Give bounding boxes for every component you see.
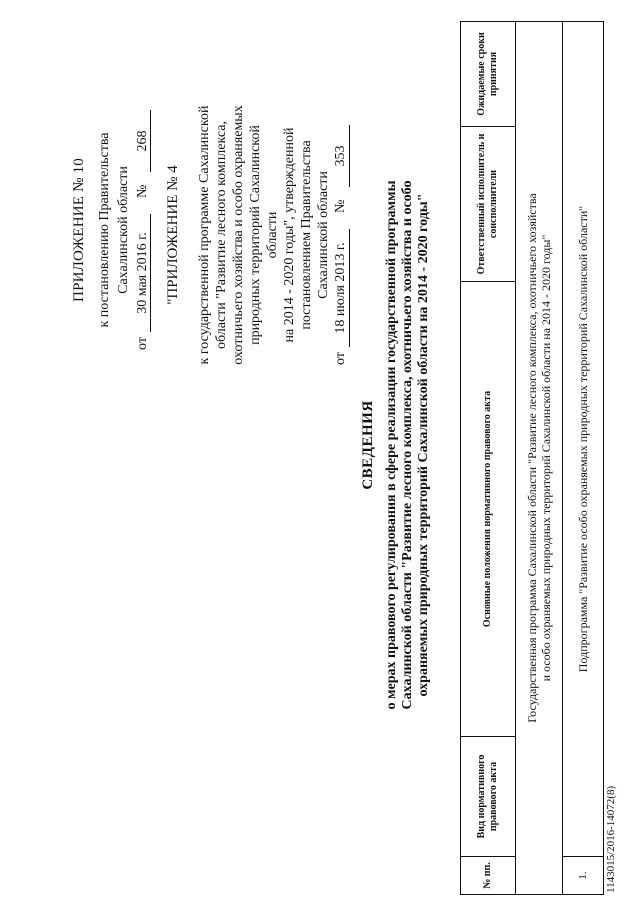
appendix-4-line: Сахалинской области xyxy=(316,171,331,299)
document-heading: СВЕДЕНИЯ xyxy=(360,400,376,490)
number-label: № xyxy=(135,184,150,198)
document-title-line: охраняемых природных территорий Сахалинской области на 2014 - 2020 годы" xyxy=(416,193,431,697)
document-title-line: о мерах правового регулирования в сфере реализации государственной программы xyxy=(384,180,399,710)
subprogram-cell: Подпрограмма "Развитие особо охраняемых природных территорий Сахалинской области" xyxy=(563,22,604,857)
document-title xyxy=(360,125,432,765)
appendix-10-line-2: Сахалинской области xyxy=(116,166,131,294)
appendix-10-title: ПРИЛОЖЕНИЕ № 10 xyxy=(71,158,87,302)
appendix-4-title: "ПРИЛОЖЕНИЕ № 4 xyxy=(165,165,181,305)
appendix-4-line: области "Развитие лесного комплекса, xyxy=(214,120,229,350)
appendix-10-line-1: к постановлению Правительства xyxy=(97,132,112,328)
from-label: от xyxy=(135,337,150,350)
measures-table xyxy=(460,21,604,895)
document-code: 1143015/2016-14072(8) xyxy=(605,785,617,893)
table-header-row xyxy=(461,22,516,895)
program-cell xyxy=(516,22,563,895)
table-row-subprogram xyxy=(563,22,604,895)
appendix-4-signature-line xyxy=(332,105,352,365)
column-header-number: № пп. xyxy=(461,857,516,895)
appendix-10-date: 30 мая 2016 г. xyxy=(133,214,151,332)
appendix-10-number: 268 xyxy=(133,110,151,172)
number-label: № xyxy=(333,199,348,213)
appendix-4-line: природных территорий Сахалинской области xyxy=(248,125,280,345)
document-title-line: Сахалинской области "Развитие лесного комплекса, охотничьего хозяйства и особо xyxy=(400,180,415,710)
program-line-1: Государственная программа Сахалинской области "Развитие лесного комплекса, охотничьего хозяйства xyxy=(525,193,539,723)
appendix-4-date: 18 июля 2013 г. xyxy=(332,229,350,347)
appendix-4-line: постановлением Правительства xyxy=(299,140,314,330)
subprogram-number: 1. xyxy=(563,857,604,895)
appendix-4-number: 353 xyxy=(332,125,350,187)
from-label: от xyxy=(333,352,348,365)
appendix-10-block xyxy=(70,110,153,350)
column-header-act-type: Вид нормативного правового акта xyxy=(461,737,516,857)
appendix-4-line: охотничьего хозяйства и особо охраняемых xyxy=(231,105,246,365)
table-row-program xyxy=(516,22,563,895)
column-header-provisions: Основные положения нормативного правового акта xyxy=(461,282,516,737)
appendix-4-line: к государственной программе Сахалинской xyxy=(197,105,212,365)
appendix-4-block xyxy=(165,105,352,365)
column-header-executor: Ответственный исполнитель и соисполнители xyxy=(461,127,516,282)
program-line-2: и особо охраняемых природных территорий Сахалинской области на 2014 - 2020 годы" xyxy=(539,234,553,682)
column-header-deadline: Ожидаемые сроки принятия xyxy=(461,22,516,127)
appendix-10-signature-line xyxy=(133,110,153,350)
appendix-4-line: на 2014 - 2020 годы", утвержденной xyxy=(282,127,297,343)
